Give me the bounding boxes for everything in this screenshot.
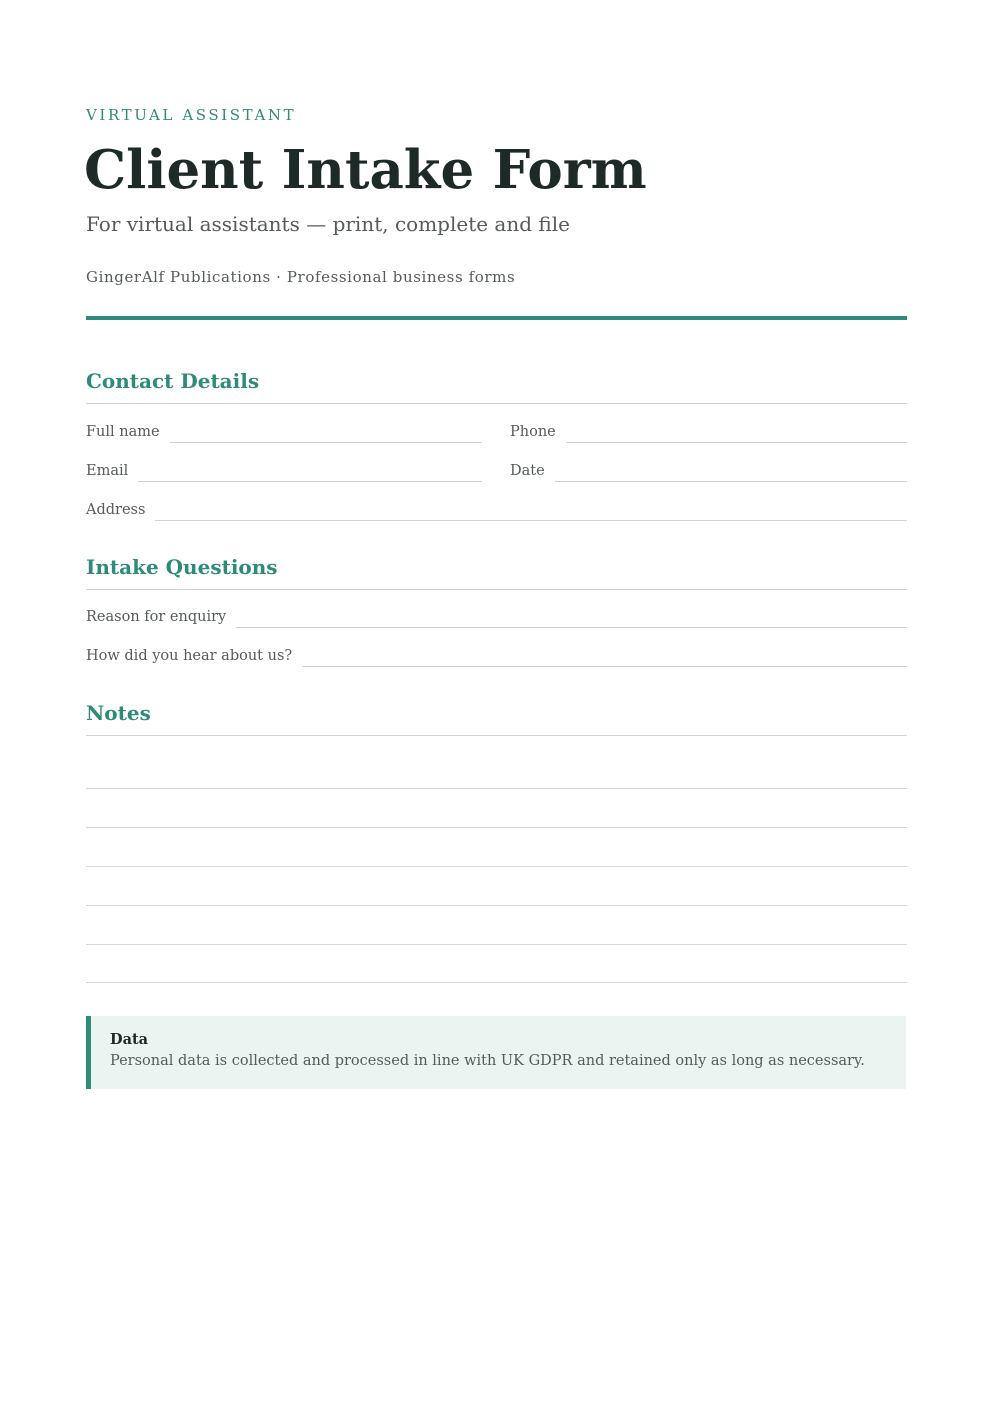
notes-line[interactable] — [86, 827, 907, 828]
section-title-notes: Notes — [86, 701, 151, 725]
address-field[interactable] — [86, 498, 907, 520]
section-divider-intake — [86, 589, 907, 590]
section-divider-notes — [86, 735, 907, 736]
form-category: VIRTUAL ASSISTANT — [86, 106, 297, 124]
reason-input-line[interactable] — [236, 615, 907, 628]
address-label: Address — [86, 502, 146, 518]
data-notice-text: Personal data is collected and processed in line with UK GDPR and retained only as long as necessary. — [110, 1053, 865, 1069]
notes-line[interactable] — [86, 866, 907, 867]
section-divider-contact — [86, 403, 907, 404]
email-field[interactable] — [86, 459, 482, 481]
header-divider — [86, 316, 907, 320]
reason-label: Reason for enquiry — [86, 609, 227, 625]
referral-field[interactable] — [86, 644, 907, 666]
full-name-field[interactable] — [86, 420, 482, 442]
date-field[interactable] — [510, 459, 907, 481]
notes-line[interactable] — [86, 905, 907, 906]
full-name-label: Full name — [86, 424, 160, 440]
reason-field[interactable] — [86, 605, 907, 627]
phone-field[interactable] — [510, 420, 907, 442]
notes-line[interactable] — [86, 944, 907, 945]
phone-label: Phone — [510, 424, 556, 440]
phone-input-line[interactable] — [566, 430, 907, 443]
publisher-line: GingerAlf Publications · Professional business forms — [86, 268, 516, 286]
full-name-input-line[interactable] — [170, 430, 482, 443]
date-label: Date — [510, 463, 545, 479]
data-notice-title: Data — [110, 1031, 149, 1048]
email-label: Email — [86, 463, 129, 479]
notes-line[interactable] — [86, 982, 907, 983]
date-input-line[interactable] — [555, 469, 907, 482]
page-title: Client Intake Form — [84, 139, 647, 201]
email-input-line[interactable] — [138, 469, 482, 482]
section-title-contact: Contact Details — [86, 369, 260, 393]
referral-input-line[interactable] — [302, 654, 907, 667]
notes-line[interactable] — [86, 788, 907, 789]
section-title-intake: Intake Questions — [86, 555, 278, 579]
data-notice — [86, 1016, 906, 1089]
referral-label: How did you hear about us? — [86, 648, 293, 664]
address-input-line[interactable] — [155, 508, 907, 521]
page-subtitle: For virtual assistants — print, complete and file — [86, 212, 570, 236]
